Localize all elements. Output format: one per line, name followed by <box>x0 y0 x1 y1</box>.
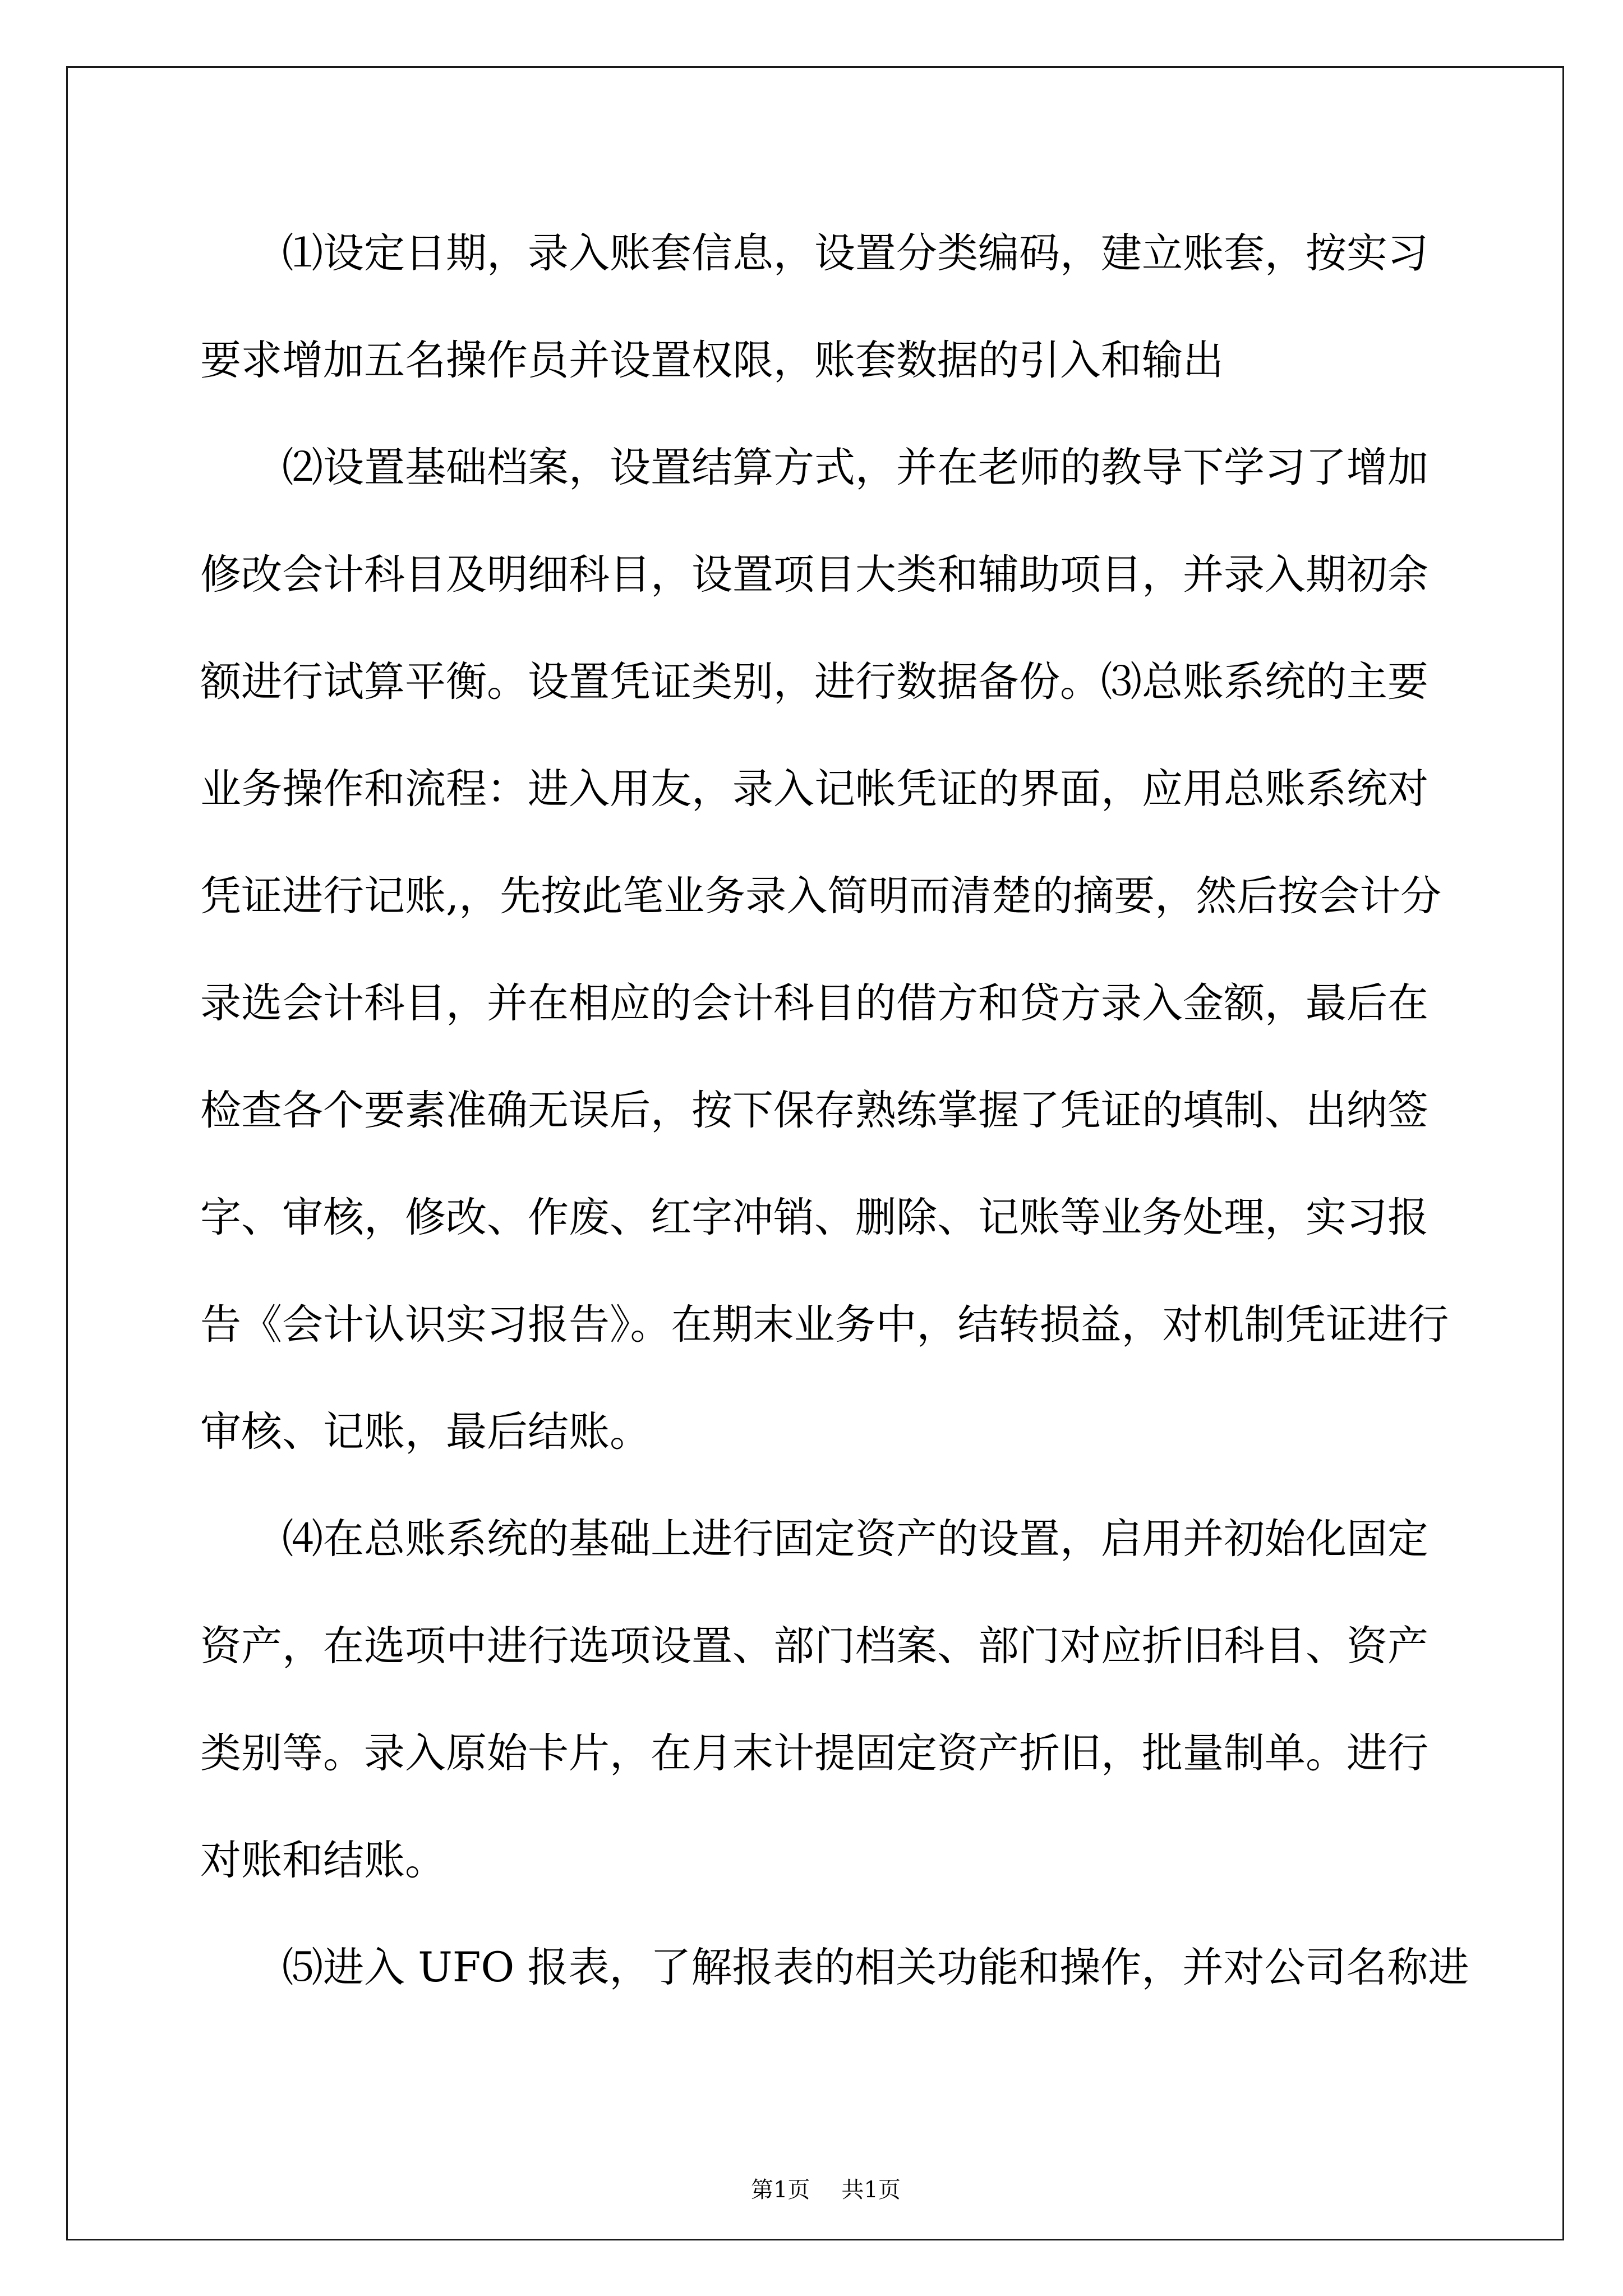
current-page-label: 第1页 <box>750 2177 810 2203</box>
total-pages-label: 共1页 <box>841 2177 901 2203</box>
body-text <box>200 200 1490 2021</box>
paragraph-3 <box>200 1485 1490 1914</box>
paragraph-1 <box>200 200 1490 414</box>
text-line: ⑸进入 UFO 报表，了解报表的相关功能和操作，并对公司名称进 <box>282 1944 1469 1991</box>
text-line: 对账和结账。 <box>200 1837 446 1884</box>
text-line: ⑷在总账系统的基础上进行固定资产的设置，启用并初始化固定 <box>282 1515 1428 1563</box>
page-footer <box>0 2139 1623 2203</box>
text-line: 修改会计科目及明细科目，设置项目大类和辅助项目，并录入期初余 <box>200 551 1428 599</box>
text-line: 录选会计科目，并在相应的会计科目的借方和贷方录入金额，最后在 <box>200 979 1428 1027</box>
text-line: 字、审核，修改、作废、红字冲销、删除、记账等业务处理，实习报 <box>200 1194 1428 1241</box>
text-line: 告《会计认识实习报告》。在期末业务中，结转损益，对机制凭证进行 <box>200 1301 1449 1349</box>
text-line: ⑵设置基础档案，设置结算方式，并在老师的教导下学习了增加 <box>282 444 1428 491</box>
text-line: 业务操作和流程：进入用友，录入记帐凭证的界面，应用总账系统对 <box>200 765 1428 813</box>
text-line: 凭证进行记账,，先按此笔业务录入简明而清楚的摘要，然后按会计分 <box>200 872 1442 920</box>
paragraph-2 <box>200 414 1490 1485</box>
text-line: 资产，在选项中进行选项设置、部门档案、部门对应折旧科目、资产 <box>200 1622 1428 1670</box>
text-line: 审核、记账，最后结账。 <box>200 1408 651 1456</box>
text-line: 类别等。录入原始卡片，在月末计提固定资产折旧，批量制单。进行 <box>200 1729 1428 1777</box>
text-line: ⑴设定日期，录入账套信息，设置分类编码，建立账套，按实习 <box>282 229 1428 277</box>
paragraph-4 <box>200 1914 1490 2021</box>
text-line: 要求增加五名操作员并设置权限，账套数据的引入和输出 <box>200 337 1224 384</box>
text-line: 检查各个要素准确无误后，按下保存熟练掌握了凭证的填制、出纳签 <box>200 1087 1428 1134</box>
text-line: 额进行试算平衡。设置凭证类别，进行数据备份。⑶总账系统的主要 <box>200 658 1428 706</box>
